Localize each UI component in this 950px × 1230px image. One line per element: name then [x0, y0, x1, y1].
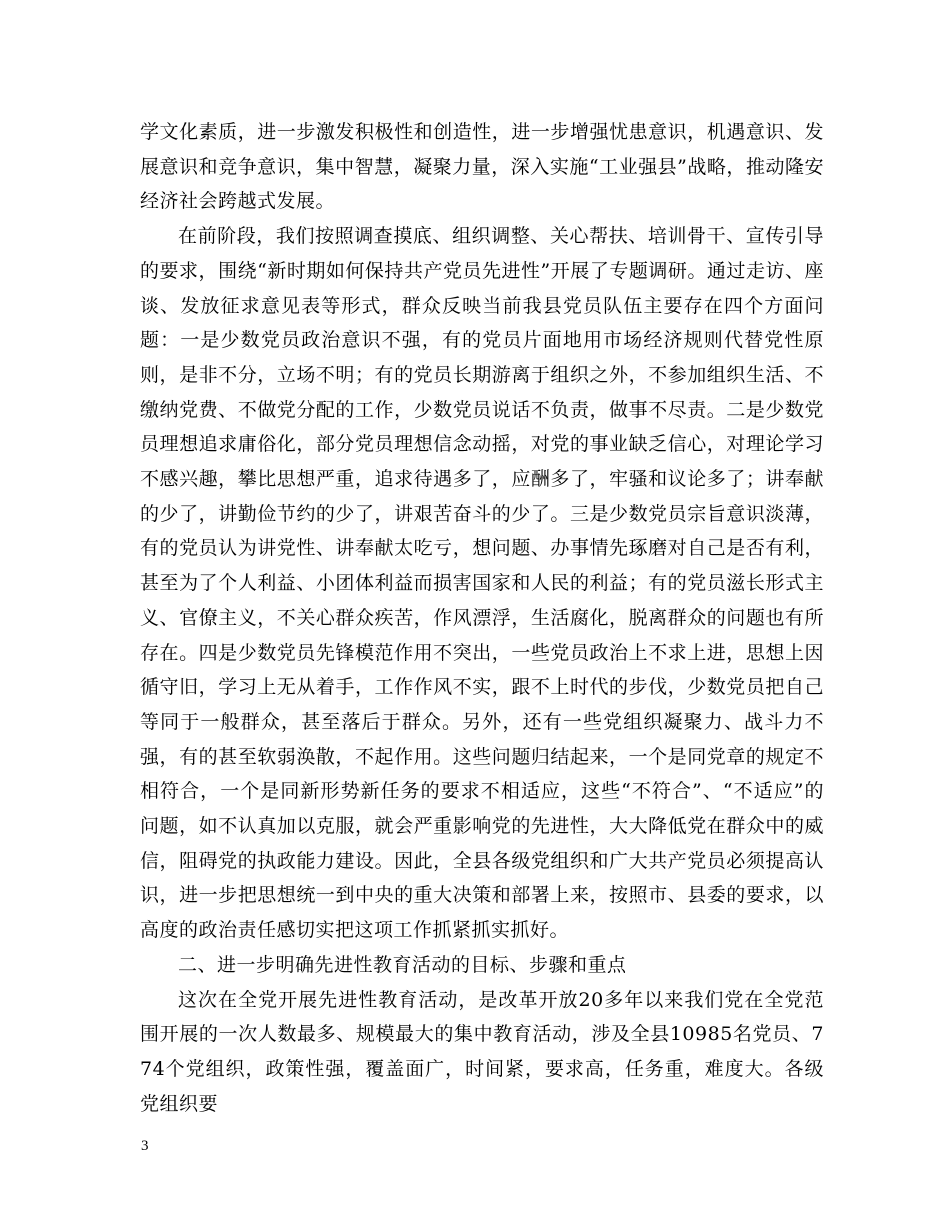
document-body: [140, 115, 824, 1121]
section-heading: 二、进一步明确先进性教育活动的目标、步骤和重点: [178, 953, 627, 976]
page-number: 3: [141, 1138, 149, 1154]
paragraph-research-findings: 在前阶段，我们按照调查摸底、组织调整、关心帮扶、培训骨干、宣传引导的要求，围绕“新时期如何保持共产党员先进性”开展了专题调研。通过走访、座谈、发放征求意见表等形式，群众反映当前我县党员队伍主要存在四个方面问题：一是少数党员政治意识不强，有的党员片面地用市场经济规则代替党性原则，是非不分，立场不明；有的党员长期游离于组织之外，不参加组织生活、不缴纳党费、不做党分配的工作，少数党员说话不负责，做事不尽责。二是少数党员理想追求庸俗化，部分党员理想信念动摇，对党的事业缺乏信心，对理论学习不感兴趣，攀比思想严重，追求待遇多了，应酬多了，牢骚和议论多了；讲奉献的少了，讲勤俭节约的少了，讲艰苦奋斗的少了。三是少数党员宗旨意识淡薄，有的党员认为讲党性、讲奉献太吃亏，想问题、办事情先琢磨对自己是否有利，甚至为了个人利益、小团体利益而损害国家和人民的利益；有的党员滋长形式主义、官僚主义，不关心群众疾苦，作风漂浮，生活腐化，脱离群众的问题也有所存在。四是少数党员先锋模范作用不突出，一些党员政治上不求上进，思想上因循守旧，学习上无从着手，工作作风不实，跟不上时代的步伐，少数党员把自己等同于一般群众，甚至落后于群众。另外，还有一些党组织凝聚力、战斗力不强，有的甚至软弱涣散，不起作用。这些问题归结起来，一个是同党章的规定不相符合，一个是同新形势新任务的要求不相适应，这些“不符合”、“不适应”的问题，如不认真加以克服，就会严重影响党的先进性，大大降低党在群众中的威信，阻碍党的执政能力建设。因此，全县各级党组织和广大共产党员必须提高认识，进一步把思想统一到中央的重大决策和部署上来，按照市、县委的要求，以高度的政治责任感切实把这项工作抓紧抓实抓好。: [140, 225, 824, 942]
paragraph-continuation: 学文化素质，进一步激发积极性和创造性，进一步增强忧患意识，机遇意识、发展意识和竞争意识，集中智慧，凝聚力量，深入实施“工业强县”战略，推动隆安经济社会跨越式发展。: [140, 121, 824, 213]
paragraph-education-activity: 这次在全党开展先进性教育活动，是改革开放20多年以来我们党在全党范围开展的一次人数最多、规模最大的集中教育活动，涉及全县10985名党员、774个党组织，政策性强，覆盖面广，时间紧，要求高，任务重，难度大。各级党组织要: [140, 988, 824, 1115]
